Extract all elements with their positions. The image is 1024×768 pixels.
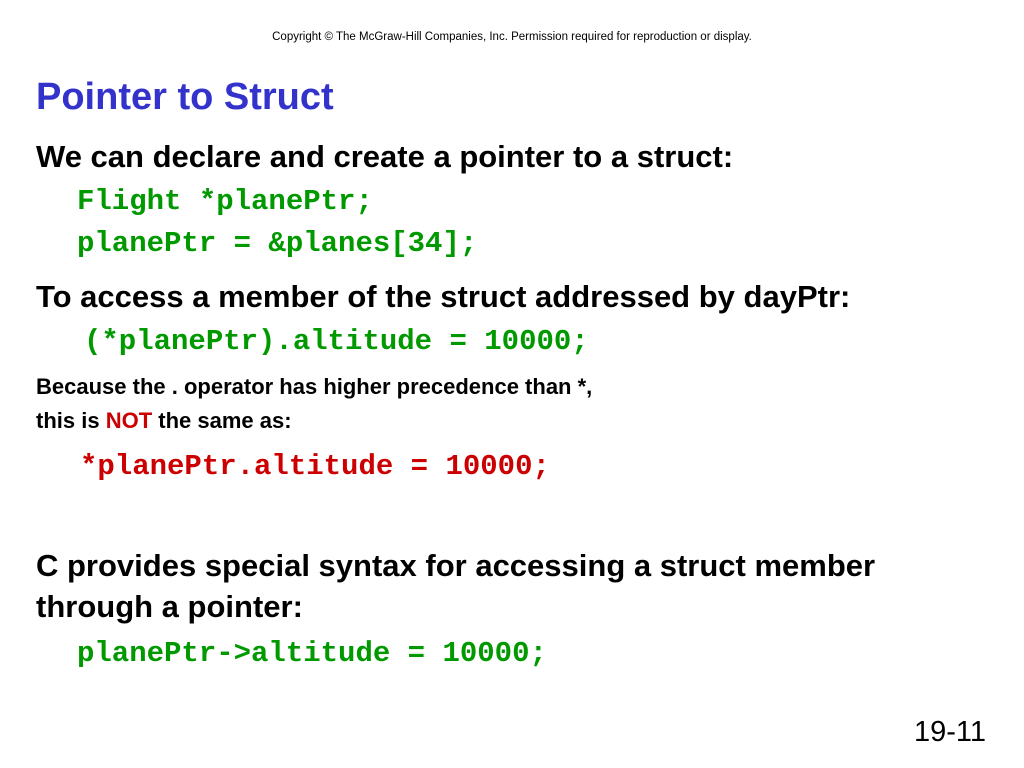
access-member-text: To access a member of the struct addressed by dayPtr: <box>36 279 851 314</box>
page-number: 19-11 <box>913 716 986 748</box>
declare-pointer-text: We can declare and create a pointer to a struct: <box>36 139 734 174</box>
code-deref-access: (*planePtr).altitude = 10000; <box>84 325 589 358</box>
special-syntax-text-line1: C provides special syntax for accessing a struct member <box>36 548 876 583</box>
code-arrow-access: planePtr->altitude = 10000; <box>77 637 547 670</box>
special-syntax-text-line2: through a pointer: <box>36 589 303 624</box>
code-assignment: planePtr = &planes[34]; <box>77 227 478 260</box>
slide-title: Pointer to Struct <box>36 76 334 118</box>
code-wrong-access: *planePtr.altitude = 10000; <box>80 450 550 483</box>
precedence-note-line1: Because the . operator has higher precedence than *, <box>36 374 593 399</box>
copyright-notice: Copyright © The McGraw-Hill Companies, Inc. Permission required for reproduction or display. <box>272 31 752 43</box>
code-declaration: Flight *planePtr; <box>77 185 373 218</box>
note-text-before: this is <box>36 408 106 433</box>
note-text-after: the same as: <box>152 408 292 433</box>
not-emphasis: NOT <box>105 408 153 433</box>
precedence-note-line2 <box>36 406 292 436</box>
